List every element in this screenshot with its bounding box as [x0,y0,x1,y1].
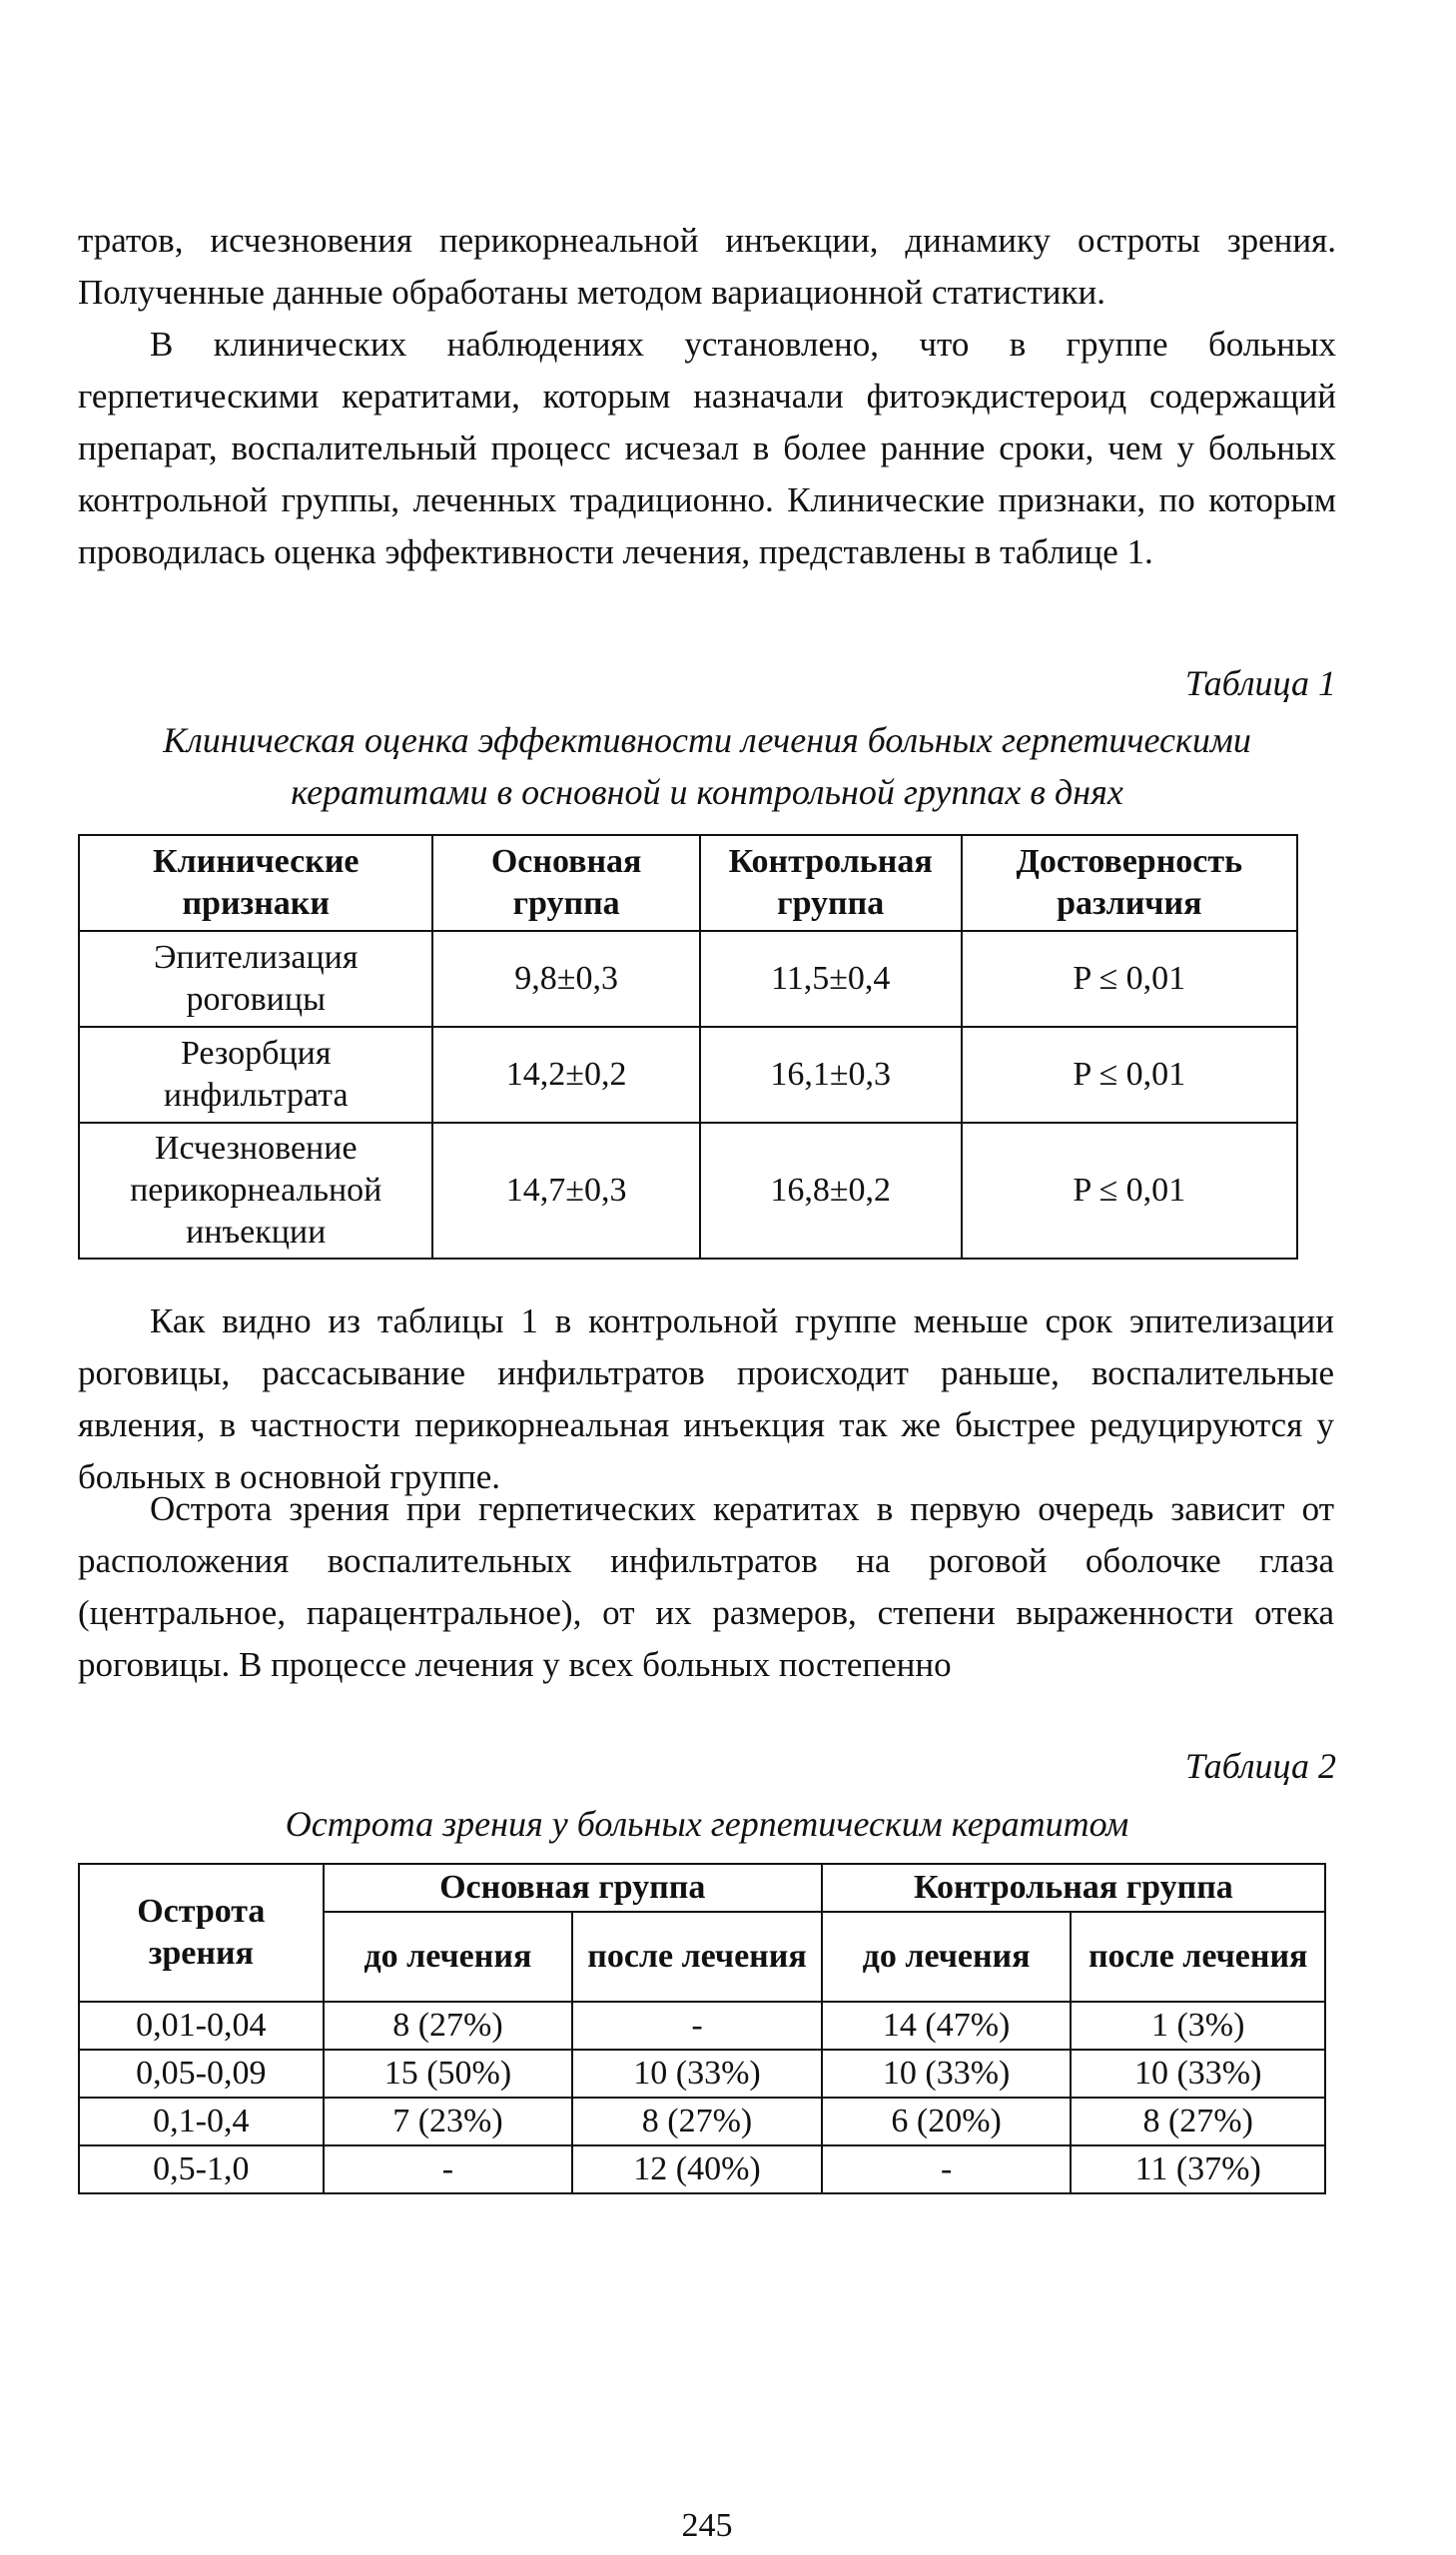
table-header-cell: после лечения [572,1912,822,2002]
table-cell: 0,1-0,4 [79,2098,324,2145]
table-cell: P ≤ 0,01 [962,1027,1297,1123]
paragraph-visual-acuity-text: Острота зрения при герпетических кератитах в первую очередь зависит от расположения воспалительных инфильтратов на роговой оболочке глаза (центральное, парацентральное), от их размеров, степени выраженности отека роговицы. В процессе лечения у всех больных постепенно [78,1489,1334,1684]
table1-caption-number: Таблица 1 [1184,663,1336,703]
table-cell: 14 (47%) [822,2002,1072,2050]
table-cell: 16,1±0,3 [700,1027,962,1123]
table-cell: 11,5±0,4 [700,931,962,1027]
paragraph-after-table1-text: Как видно из таблицы 1 в контрольной группе меньше срок эпителизации роговицы, рассасывание инфильтратов происходит раньше, воспалительные явления, в частности перикорнеальная инъекция так же быстрее редуцируются у больных в основной группе. [78,1301,1334,1496]
table-cell: 9,8±0,3 [432,931,699,1027]
table-header-cell: Контрольная группа [822,1864,1325,1912]
table-cell: 10 (33%) [822,2050,1072,2098]
table-cell: 15 (50%) [324,2050,573,2098]
table2-caption-number: Таблица 2 [1184,1746,1336,1786]
table-cell: 10 (33%) [1071,2050,1325,2098]
table1-caption-line2: кератитами в основной и контрольной группах в днях [291,772,1123,812]
table-cell: - [572,2002,822,2050]
table-header-cell: Достоверность различия [962,835,1297,931]
table-cell: 7 (23%) [324,2098,573,2145]
table-cell: 8 (27%) [1071,2098,1325,2145]
table-header-cell: Острота зрения [79,1864,324,2002]
table-header-row [79,1864,1325,1912]
table-cell: 11 (37%) [1071,2145,1325,2193]
table-cell: Резорбция инфильтрата [79,1027,432,1123]
table-header-row [79,835,1297,931]
table2-caption-title: Острота зрения у больных герпетическим кератитом [285,1804,1129,1844]
table-cell: 10 (33%) [572,2050,822,2098]
table1-caption-title [78,714,1336,818]
table-cell: Эпителизация роговицы [79,931,432,1027]
intro-paragraph-main: В клинических наблюдениях установлено, что в группе больных герпетическими кератитами, которым назначали фитоэкдистероид содержащий препарат, воспалительный процесс исчезал в более ранние сроки, чем у больных контрольной группы, леченных традиционно. Клинические признаки, по которым проводилась оценка эффективности лечения, представлены в таблице 1. [78,325,1336,571]
table-cell: 0,05-0,09 [79,2050,324,2098]
table-cell: 0,01-0,04 [79,2002,324,2050]
paragraph-after-table1 [78,1295,1334,1503]
table-header-cell: после лечения [1071,1912,1325,2002]
table-cell: 12 (40%) [572,2145,822,2193]
table-cell: 0,5-1,0 [79,2145,324,2193]
table-cell: P ≤ 0,01 [962,1123,1297,1259]
table-header-cell: Контрольная группа [700,835,962,931]
visual-acuity-table [78,1863,1326,2194]
intro-text [78,215,1336,578]
clinical-evaluation-table [78,834,1298,1260]
table-cell: Исчезновение перикорнеальной инъекции [79,1123,432,1259]
table-row [79,2050,1325,2098]
table-header-cell: Основная группа [432,835,699,931]
table-cell: 16,8±0,2 [700,1123,962,1259]
table-header-cell: Основная группа [324,1864,822,1912]
intro-paragraph-lead: тратов, исчезновения перикорнеальной инъекции, динамику остроты зрения. Полученные данные обработаны методом вариационной статистики. [78,221,1336,312]
table-cell: - [822,2145,1072,2193]
table-row [79,1123,1297,1259]
table-cell: 14,2±0,2 [432,1027,699,1123]
paragraph-visual-acuity [78,1483,1334,1691]
table-row [79,931,1297,1027]
table-header-cell: до лечения [822,1912,1072,2002]
table-cell: 8 (27%) [324,2002,573,2050]
table-cell: 8 (27%) [572,2098,822,2145]
table-row [79,2098,1325,2145]
table-row [79,2145,1325,2193]
table-header-cell: Клинические признаки [79,835,432,931]
table-header-cell: до лечения [324,1912,573,2002]
page-number: 245 [681,2507,733,2544]
table-row [79,1027,1297,1123]
table1-caption-line1: Клиническая оценка эффективности лечения больных герпетическими [163,720,1251,760]
table-row [79,2002,1325,2050]
table-cell: 6 (20%) [822,2098,1072,2145]
table-cell: - [324,2145,573,2193]
table-cell: P ≤ 0,01 [962,931,1297,1027]
table-cell: 14,7±0,3 [432,1123,699,1259]
table-cell: 1 (3%) [1071,2002,1325,2050]
